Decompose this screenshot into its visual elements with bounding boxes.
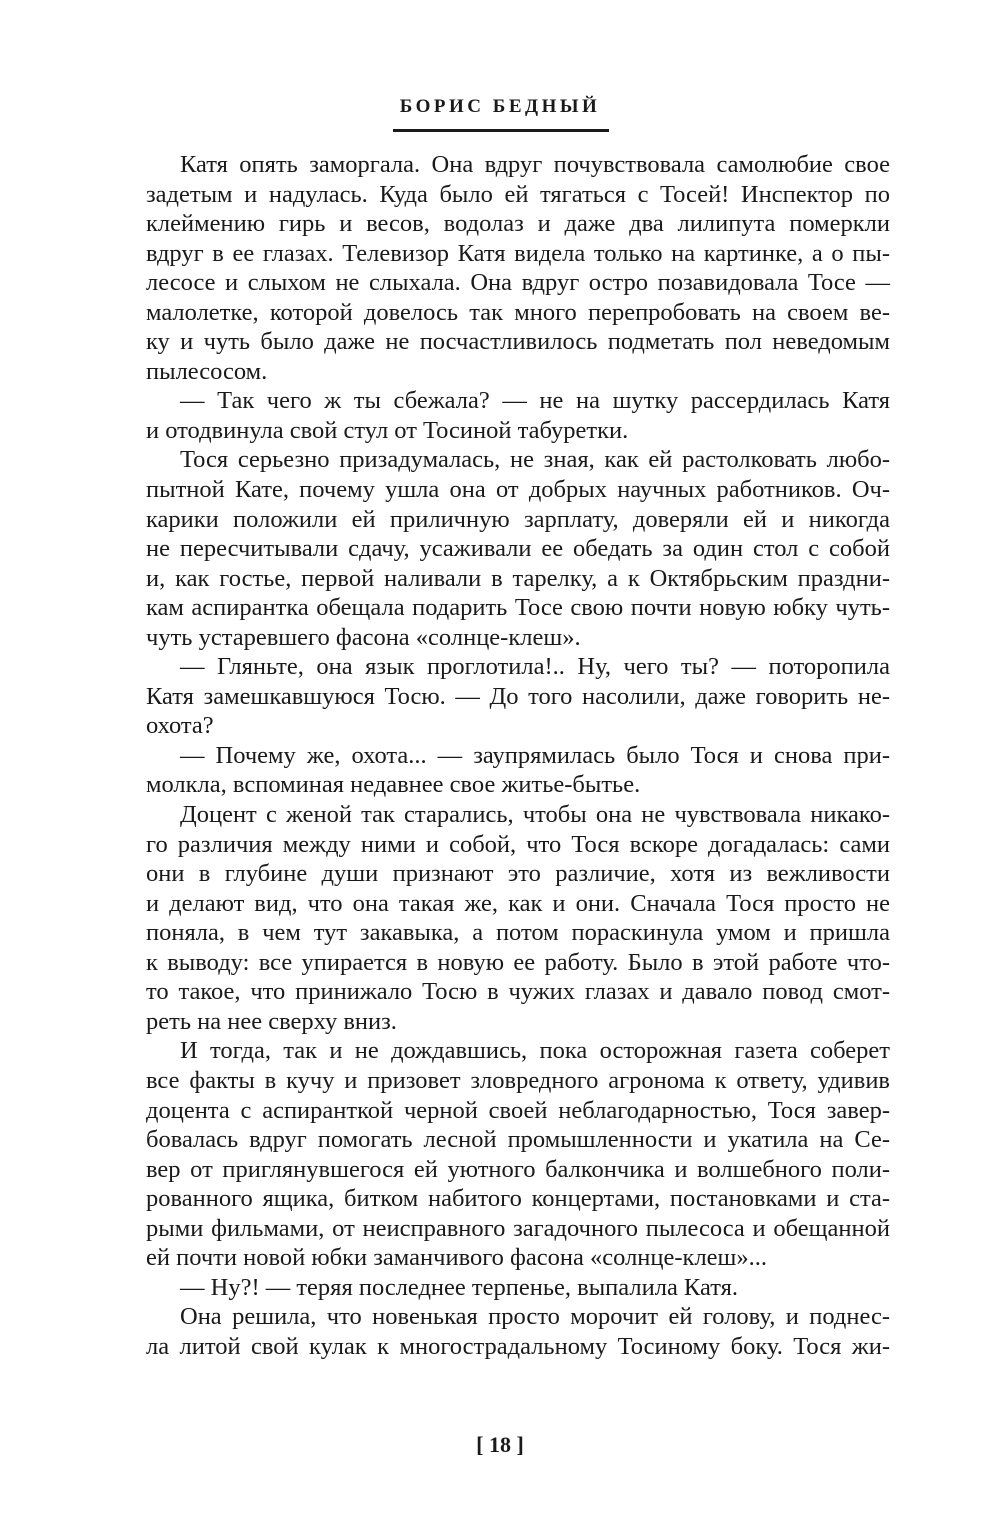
text-line: — Гляньте, она язык проглотила!.. Ну, чего ты? — поторопила	[180, 653, 890, 681]
text-line: Катя замешкавшуюся Тосю. — До того насолили, даже говорить не-	[146, 682, 890, 710]
text-line: и, как гостье, первой наливали в тарелку, а к Октябрьским праздни-	[146, 564, 890, 592]
page-number: [ 18 ]	[476, 1432, 524, 1457]
text-line: бовалась вдруг помогать лесной промышленности и укатила на Се-	[146, 1126, 890, 1154]
text-line: пылесосом.	[146, 357, 268, 385]
text-line: не пересчитывали сдачу, усаживали ее обедать за один стол с собой	[146, 535, 890, 563]
text-line: то такое, что принижало Тосю в чужих глазах и давало повод смот-	[146, 978, 890, 1006]
text-line: вдруг в ее глазах. Телевизор Катя видела только на картинке, а о пы-	[146, 239, 890, 267]
text-line: вер от приглянувшегося ей уютного балкончика и волшебного поли-	[146, 1155, 890, 1183]
text-line: они в глубине души признают это различие, хотя из вежливости	[146, 860, 890, 888]
text-line: Доцент с женой так старались, чтобы она не чувствовала никако-	[180, 801, 890, 829]
text-line: рыми фильмами, от неисправного загадочного пылесоса и обещанной	[146, 1214, 890, 1242]
text-line: реть на нее сверху вниз.	[146, 1007, 397, 1035]
text-line: доцента с аспиранткой черной своей неблагодарностью, Тося завер-	[146, 1096, 890, 1124]
text-line: карики положили ей приличную зарплату, доверяли ей и никогда	[146, 505, 890, 533]
text-line: все факты в кучу и призовет зловредного агронома к ответу, удивив	[146, 1066, 890, 1094]
text-line: ей почти новой юбки заманчивого фасона «солнце-клеш»...	[146, 1244, 768, 1272]
text-line: клеймению гирь и весов, водолаз и даже два лилипута померкли	[146, 210, 890, 238]
text-line: лесосе и слыхом не слыхала. Она вдруг остро позавидовала Тосе —	[146, 269, 890, 297]
text-line: чуть устаревшего фасона «солнце-клеш».	[146, 623, 581, 651]
text-line: — Почему же, охота... — заупрямилась было Тося и снова при-	[180, 741, 890, 769]
text-line: пытной Кате, почему ушла она от добрых научных работников. Оч-	[146, 476, 890, 504]
running-head: БОРИС БЕДНЫЙ	[399, 96, 601, 117]
text-line: и делают вид, что она такая же, как и они. Сначала Тося просто не	[146, 889, 890, 917]
text-line: Катя опять заморгала. Она вдруг почувствовала самолюбие свое	[180, 151, 890, 178]
header-rule	[393, 129, 609, 132]
text-line: ла литой свой кулак к многострадальному Тосиному боку. Тося жи-	[146, 1332, 890, 1360]
text-line: поняла, в чем тут закавыка, а потом пораскинула умом и пришла	[146, 919, 890, 947]
text-line: Тося серьезно призадумалась, не зная, как ей растолковать любо-	[180, 446, 890, 474]
text-line: малолетке, которой довелось так много перепробовать на своем ве-	[146, 298, 890, 326]
text-line: молкла, вспоминая недавнее свое житье-бытье.	[146, 771, 641, 799]
text-line: — Ну?! — теряя последнее терпенье, выпалила Катя.	[180, 1273, 738, 1301]
body-text	[146, 150, 890, 1361]
text-line: задетым и надулась. Куда было ей тягаться с Тосей! Инспектор по	[146, 180, 890, 208]
text-line: И тогда, так и не дождавшись, пока осторожная газета соберет	[180, 1037, 890, 1065]
text-line: кам аспирантка обещала подарить Тосе свою почти новую юбку чуть-	[146, 594, 890, 622]
text-line: — Так чего ж ты сбежала? — не на шутку рассердилась Катя	[180, 387, 890, 415]
text-line: ку и чуть было даже не посчастливилось подметать пол неведомым	[146, 328, 890, 356]
text-line: охота?	[146, 712, 214, 740]
text-line: рованного ящика, битком набитого концертами, постановками и ста-	[146, 1185, 890, 1213]
text-line: Она решила, что новенькая просто морочит ей голову, и поднес-	[180, 1303, 890, 1331]
text-line: к выводу: все упирается в новую ее работу. Было в этой работе что-	[146, 948, 890, 976]
text-line: и отодвинула свой стул от Тосиной табуретки.	[146, 416, 629, 444]
text-line: го различия между ними и собой, что Тося вскоре догадалась: сами	[146, 830, 890, 858]
